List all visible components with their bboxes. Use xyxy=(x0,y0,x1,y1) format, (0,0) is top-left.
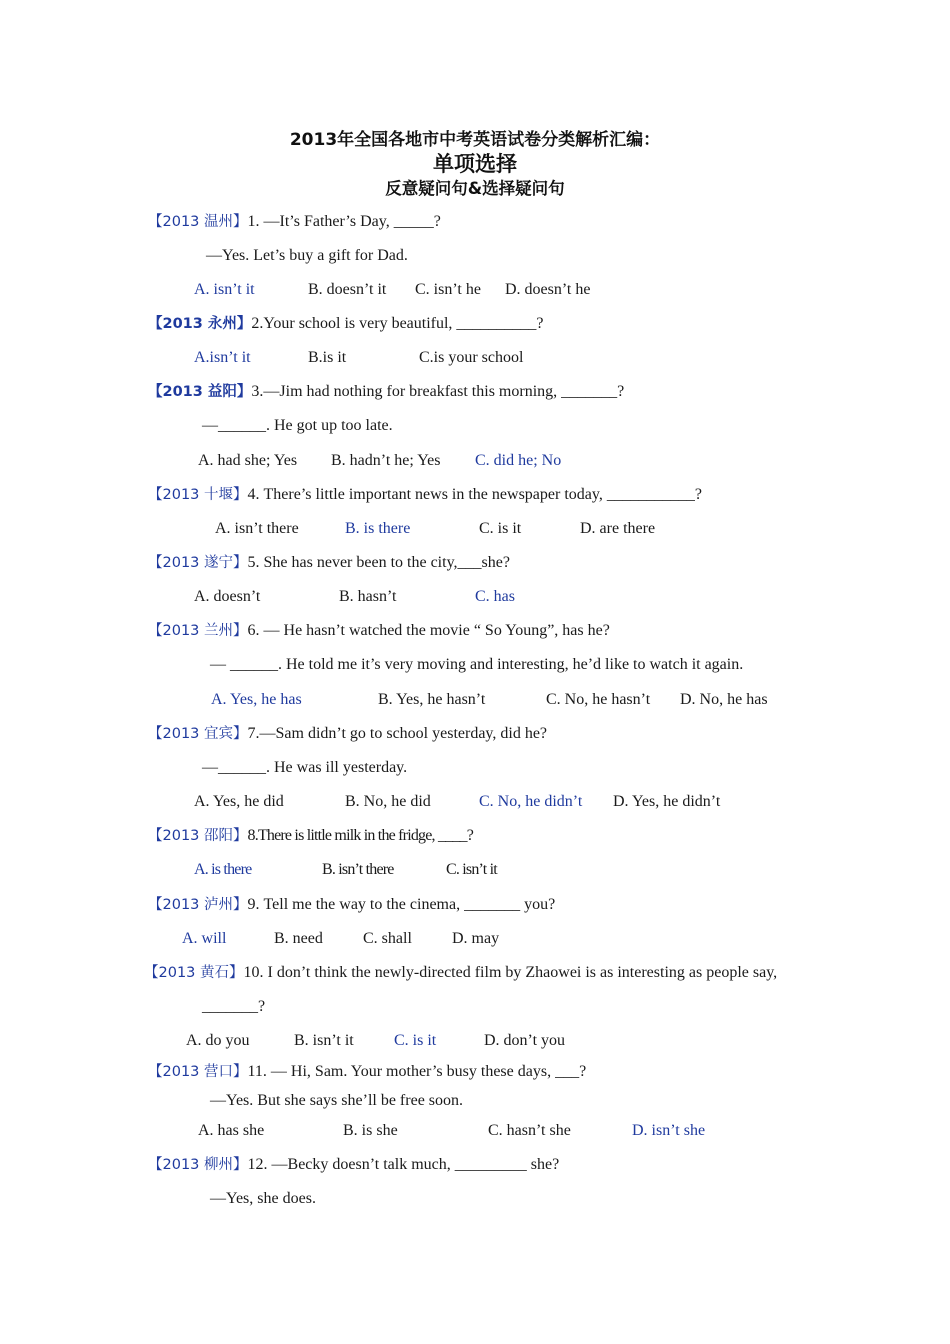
question-text: 3.—Jim had nothing for breakfast this morning, _______? xyxy=(251,383,625,400)
option-b: B. hasn’t xyxy=(339,588,397,605)
option-c: C. isn’t he xyxy=(415,281,481,298)
option-d: D. don’t you xyxy=(484,1032,566,1049)
question-text: 10. I don’t think the newly-directed film by Zhaowei is as interesting as people say, xyxy=(243,964,778,981)
question-text: 1. —It’s Father’s Day, _____? xyxy=(247,213,441,230)
option-b: B. is she xyxy=(343,1122,398,1139)
option-b: B. isn’t it xyxy=(294,1032,354,1049)
question-text: 11. — Hi, Sam. Your mother’s busy these days, ___? xyxy=(247,1063,587,1080)
option-b: B. hadn’t he; Yes xyxy=(331,452,441,469)
question-source: 【2013 泸州】 xyxy=(148,897,248,913)
question-source: 【2013 永州】 xyxy=(148,316,252,332)
question-source: 【2013 遂宁】 xyxy=(148,555,248,571)
question-1 xyxy=(148,212,441,232)
option-d: D. No, he has xyxy=(680,691,768,708)
option-b: B. doesn’t it xyxy=(308,281,387,298)
option-c: C. did he; No xyxy=(475,452,562,469)
doc-subtitle: 单项选择 xyxy=(433,152,517,176)
option-a: A. isn’t there xyxy=(215,520,299,537)
question-source: 【2013 十堰】 xyxy=(148,487,248,503)
option-d: D. may xyxy=(452,930,500,947)
question-2 xyxy=(148,314,544,334)
option-a: A. will xyxy=(182,930,227,947)
question-text: 5. She has never been to the city,___she? xyxy=(247,554,510,571)
option-c: C.is your school xyxy=(419,349,524,366)
option-c: C. is it xyxy=(394,1032,437,1049)
question-7-reply: —______. He was ill yesterday. xyxy=(202,759,408,776)
option-b: B. Yes, he hasn’t xyxy=(378,691,486,708)
doc-section-title: 反意疑问句&选择疑问句 xyxy=(385,179,565,198)
option-c: C. isn’t it xyxy=(446,861,497,878)
option-a: A. isn’t it xyxy=(194,281,255,298)
option-d: D. are there xyxy=(580,520,656,537)
question-3 xyxy=(148,382,624,402)
option-a: A. doesn’t xyxy=(194,588,261,605)
option-c: C. has xyxy=(475,588,515,605)
option-a: A.isn’t it xyxy=(194,349,251,366)
option-a: A. is there xyxy=(194,861,252,878)
question-text: 12. —Becky doesn’t talk much, _________ she? xyxy=(247,1156,560,1173)
option-a: A. do you xyxy=(186,1032,250,1049)
question-12 xyxy=(148,1155,559,1175)
option-d: D. doesn’t he xyxy=(505,281,591,298)
question-5 xyxy=(148,553,510,573)
option-a: A. Yes, he has xyxy=(211,691,302,708)
option-a: A. had she; Yes xyxy=(198,452,298,469)
question-11 xyxy=(148,1062,586,1082)
option-c: C. hasn’t she xyxy=(488,1122,571,1139)
question-text: 2.Your school is very beautiful, __________? xyxy=(251,315,544,332)
option-a: A. Yes, he did xyxy=(194,793,284,810)
option-b: B. need xyxy=(274,930,323,947)
option-b: B. is there xyxy=(345,520,411,537)
question-10-continuation: _______? xyxy=(202,998,266,1015)
question-8 xyxy=(148,826,473,846)
question-7 xyxy=(148,724,547,744)
question-4 xyxy=(148,485,702,505)
doc-title: 2013年全国各地市中考英语试卷分类解析汇编： xyxy=(289,130,661,150)
question-11-reply: —Yes. But she says she’ll be free soon. xyxy=(210,1092,464,1109)
question-1-reply: —Yes. Let’s buy a gift for Dad. xyxy=(206,247,408,264)
question-source: 【2013 宜宾】 xyxy=(148,726,248,742)
option-c: C. No, he hasn’t xyxy=(546,691,651,708)
question-12-reply: —Yes, she does. xyxy=(210,1190,316,1207)
question-source: 【2013 温州】 xyxy=(148,214,248,230)
option-c: C. shall xyxy=(363,930,412,947)
option-c: C. is it xyxy=(479,520,522,537)
question-3-reply: —______. He got up too late. xyxy=(202,417,393,434)
option-b: B. isn’t there xyxy=(322,861,394,878)
option-d: D. Yes, he didn’t xyxy=(613,793,721,810)
question-source: 【2013 益阳】 xyxy=(148,384,252,400)
option-b: B.is it xyxy=(308,349,347,366)
question-6 xyxy=(148,621,610,641)
question-text: 6. — He hasn’t watched the movie “ So Young”, has he? xyxy=(247,622,610,639)
question-text: 9. Tell me the way to the cinema, _______ you? xyxy=(247,896,556,913)
question-6-reply: — ______. He told me it’s very moving and interesting, he’d like to watch it again. xyxy=(210,656,744,673)
question-10 xyxy=(144,963,777,983)
option-a: A. has she xyxy=(198,1122,265,1139)
question-source: 【2013 柳州】 xyxy=(148,1157,248,1173)
question-source: 【2013 黄石】 xyxy=(144,965,244,981)
option-b: B. No, he did xyxy=(345,793,431,810)
question-source: 【2013 营口】 xyxy=(148,1064,248,1080)
question-text: 8.There is little milk in the fridge, ____? xyxy=(247,827,474,844)
question-9 xyxy=(148,895,555,915)
question-source: 【2013 兰州】 xyxy=(148,623,248,639)
question-text: 4. There’s little important news in the newspaper today, ___________? xyxy=(247,486,702,503)
question-source: 【2013 邵阳】 xyxy=(148,828,248,844)
option-d: D. isn’t she xyxy=(632,1122,706,1139)
question-text: 7.—Sam didn’t go to school yesterday, did he? xyxy=(247,725,548,742)
option-c: C. No, he didn’t xyxy=(479,793,583,810)
